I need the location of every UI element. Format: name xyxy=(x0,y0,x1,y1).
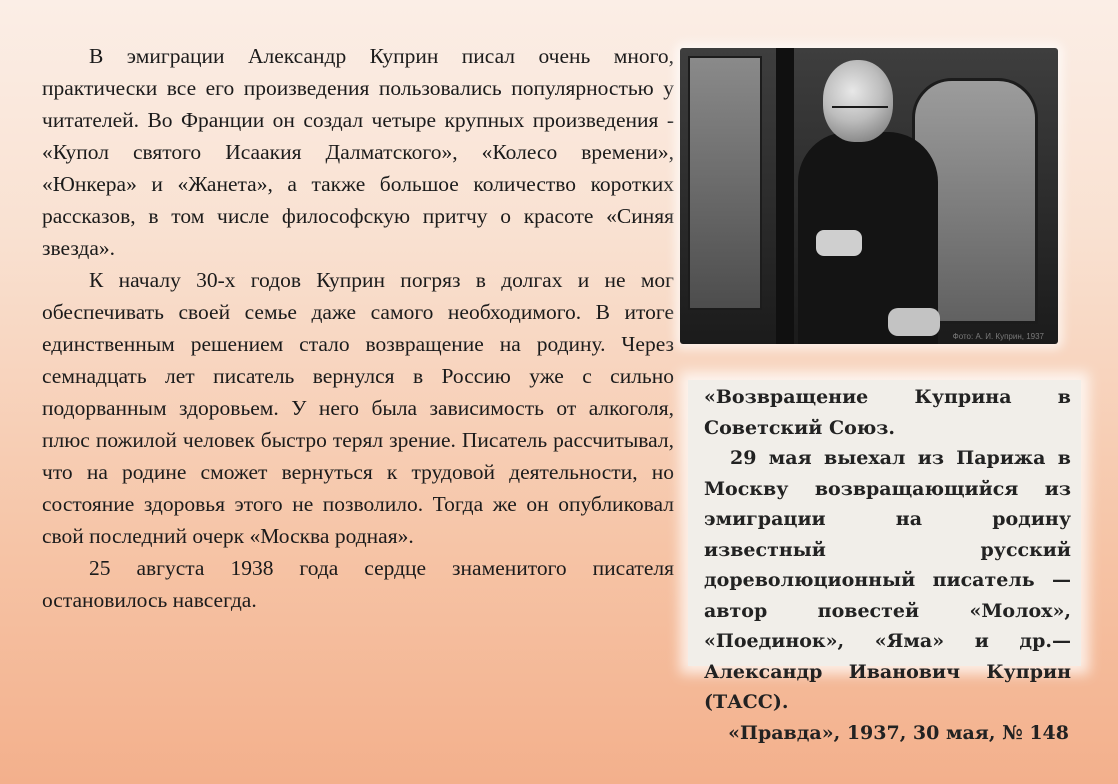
photo-glasses xyxy=(832,106,888,120)
photo-hand-lower xyxy=(888,308,940,336)
paragraph-emigration: В эмиграции Александр Куприн писал очень много, практически все его произведения пользовались популярностью у читателей. Во Франции он создал четыре крупных произведения - «Купол святого Исаакия Далматского», «Колесо времени», «Юнкера» и «Жанета», а также большое количество коротких рассказов, в том числе философскую притчу о красоте «Синяя звезда». xyxy=(42,44,674,260)
paragraph-return: К началу 30-х годов Куприн погряз в долгах и не мог обеспечивать своей семье даже самого необходимого. В итоге единственным решением стало возвращение на родину. Через семнадцать лет писатель вернулся в Россию уже с сильно подорванным здоровьем. У него была зависимость от алкоголя, плюс пожилой человек быстро терял зрение. Писатель рассчитывал, что на родине сможет вернуться к трудовой деятельности, но состояние здоровья этого не позволило. Тогда же он опубликовал свой последний очерк «Москва родная». xyxy=(42,268,674,548)
clipping-heading: «Возвращение Куприна в Советский Союз. xyxy=(704,386,1071,439)
photo-hand-upper xyxy=(816,230,862,256)
clipping-source: «Правда», 1937, 30 мая, № 148 xyxy=(728,721,1069,744)
kuprin-photo xyxy=(680,48,1058,344)
photo-window-left xyxy=(688,56,762,310)
newspaper-clipping xyxy=(688,380,1081,744)
photo-figure-head xyxy=(823,60,893,142)
photo-door-frame xyxy=(776,48,794,344)
paragraph-death: 25 августа 1938 года сердце знаменитого писателя остановилось навсегда. xyxy=(42,556,674,612)
main-text xyxy=(42,40,674,616)
photo-caption: Фото: А. И. Куприн, 1937 xyxy=(952,332,1044,341)
clipping-body: 29 мая выехал из Парижа в Москву возвращающийся из эмиграции на родину известный русский дореволюционный писатель — автор повестей «Молох», «Поединок», «Яма» и др.— Александр Иванович Куприн (ТАСС). xyxy=(704,447,1071,713)
